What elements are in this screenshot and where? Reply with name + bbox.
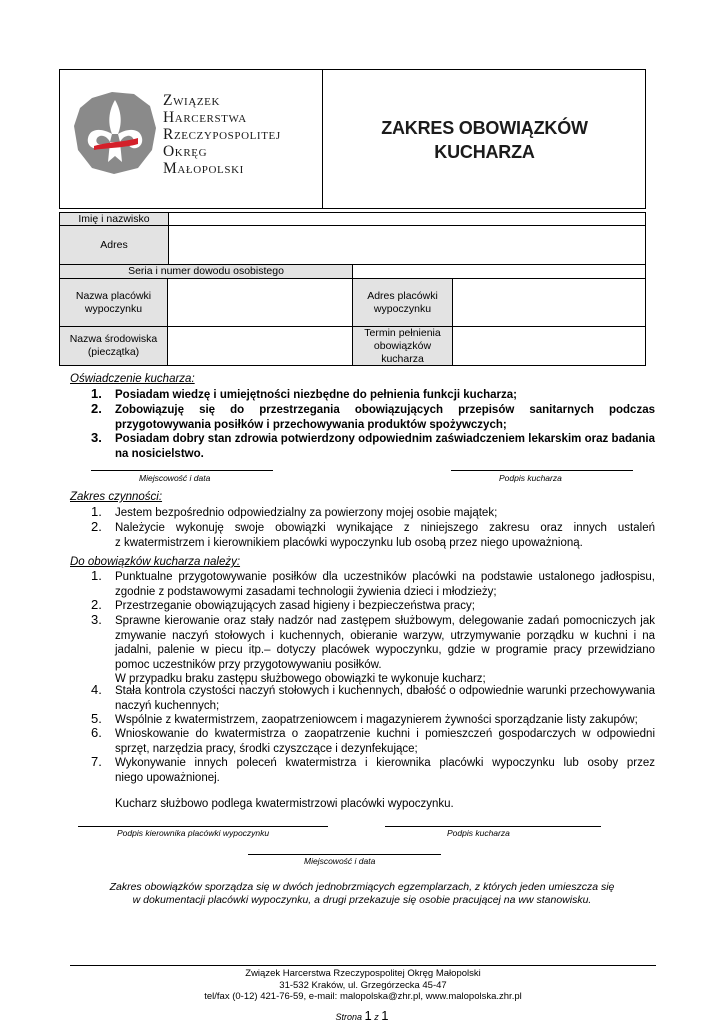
organization-name <box>163 92 281 177</box>
address-label: Adres <box>59 225 169 265</box>
facility-name-label: Nazwa placówki wypoczynku <box>59 278 168 327</box>
manager-signature-line[interactable] <box>78 826 328 827</box>
footer-address: 31-532 Kraków, ul. Grzegórzecka 45-47 <box>279 980 447 991</box>
footer-divider <box>70 965 656 966</box>
facility-address-label: Adres placówki wypoczynku <box>352 278 453 327</box>
scope-heading: Zakres czynności: <box>70 491 163 503</box>
name-label: Imię i nazwisko <box>59 212 169 226</box>
org-name-line: Małopolski <box>163 160 244 177</box>
title-line: KUCHARZA <box>434 142 535 162</box>
id-document-label: Seria i numer dowodu osobistego <box>59 264 353 279</box>
place-date-label: Miejscowość i data <box>139 473 211 483</box>
footer-contact: tel/fax (0-12) 421-76-59, e-mail: malopolska@zhr.pl, www.malopolska.zhr.pl <box>204 991 522 1002</box>
org-name-line: Rzeczypospolitej <box>163 126 281 143</box>
community-label: Nazwa środowiska (pieczątka) <box>59 326 168 366</box>
place-date-line[interactable] <box>91 470 273 471</box>
document-header <box>59 69 646 209</box>
page-number: Strona 1 z 1 <box>335 1008 389 1023</box>
title-line: ZAKRES OBOWIĄZKÓW <box>381 118 588 138</box>
org-name-line: Związek <box>163 92 221 109</box>
zhr-lily-logo-icon <box>72 88 158 176</box>
cook-signature-label: Podpis kucharza <box>499 473 562 483</box>
duties-heading: Do obowiązków kucharza należy: <box>70 556 241 568</box>
place-date-line-2[interactable] <box>248 854 441 855</box>
name-field[interactable] <box>168 212 646 226</box>
cook-signature-line-2[interactable] <box>385 826 601 827</box>
footer-org: Związek Harcerstwa Rzeczypospolitej Okręg Małopolski <box>245 968 481 979</box>
address-field[interactable] <box>168 225 646 265</box>
subordination-text: Kucharz służbowo podlega kwatermistrzowi placówki wypoczynku. <box>115 798 454 810</box>
document-title <box>322 70 647 210</box>
community-field[interactable] <box>167 326 353 366</box>
org-name-line: Harcerstwa <box>163 109 247 126</box>
place-date-label-2: Miejscowość i data <box>304 856 376 866</box>
id-document-field[interactable] <box>352 264 646 279</box>
cook-signature-line[interactable] <box>451 470 633 471</box>
copies-note-line: Zakres obowiązków sporządza się w dwóch jednobrzmiących egzemplarzach, z których jeden umieszcza się <box>109 881 615 893</box>
declaration-heading: Oświadczenie kucharza: <box>70 373 195 385</box>
term-field[interactable] <box>452 326 646 366</box>
org-name-line: Okręg <box>163 143 208 160</box>
manager-signature-label: Podpis kierownika placówki wypoczynku <box>117 828 270 838</box>
facility-name-field[interactable] <box>167 278 353 327</box>
copies-note-line: w dokumentacji placówki wypoczynku, a drugi przekazuje się osobie pracującej na ww stanowisku. <box>132 894 592 906</box>
term-label: Termin pełnienia obowiązków kucharza <box>352 326 453 366</box>
cook-signature-label-2: Podpis kucharza <box>447 828 510 838</box>
facility-address-field[interactable] <box>452 278 646 327</box>
